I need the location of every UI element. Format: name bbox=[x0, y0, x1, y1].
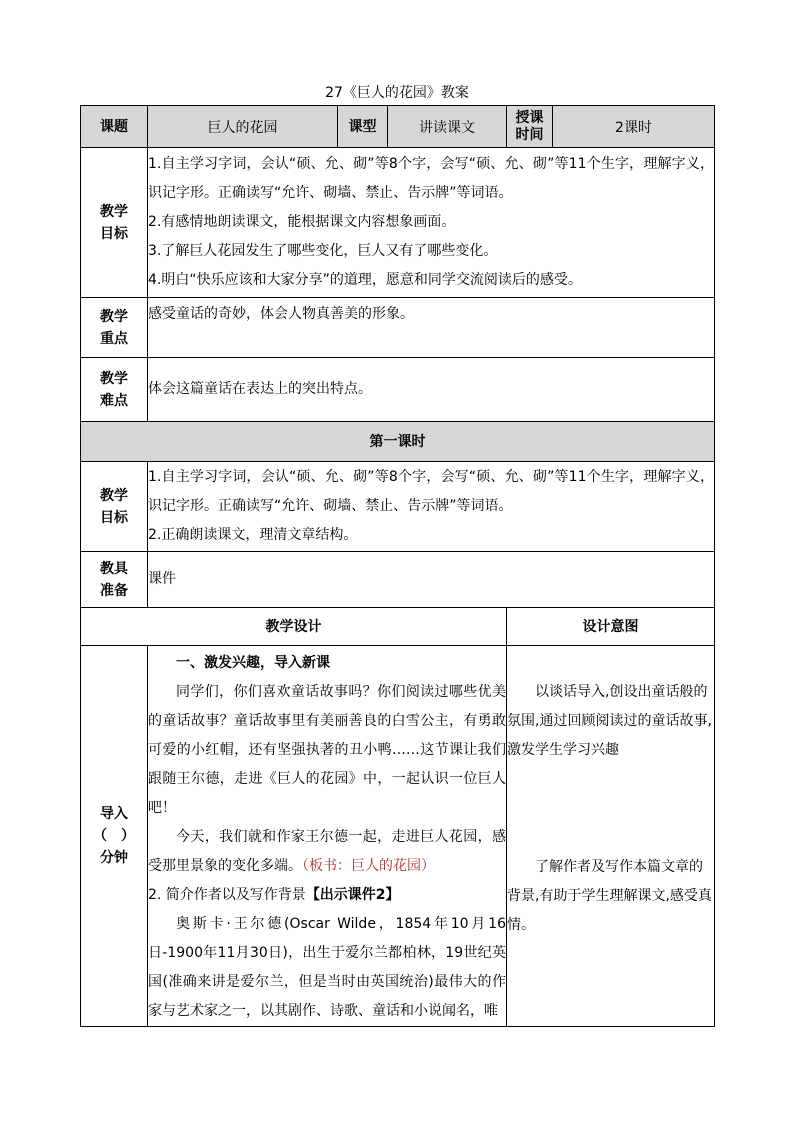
goals-label-line-2: 目标 bbox=[100, 225, 128, 242]
paragraph-2-main: 今天，我们就和作家王尔德一起，走进巨人花园，感受那里景象的变化多端。 bbox=[148, 829, 506, 874]
intent-content bbox=[507, 646, 715, 1027]
difficulties-content: 体会这篇童话在表达上的突出特点。 bbox=[148, 358, 715, 422]
goal-item: 2.正确朗读课文，理清文章结构。 bbox=[148, 527, 358, 543]
design-content bbox=[148, 646, 507, 1027]
tools-content: 课件 bbox=[148, 552, 715, 608]
first-lesson-goals-content bbox=[148, 462, 715, 552]
key-points-content: 感受童话的奇妙，体会人物真善美的形象。 bbox=[148, 298, 715, 358]
design-header-row bbox=[81, 608, 715, 646]
board-note: （板书：巨人的花园） bbox=[302, 858, 435, 874]
courseware-tag: 【出示课件2】 bbox=[305, 887, 400, 903]
section1-title: 一、激发兴趣，导入新课 bbox=[176, 655, 330, 671]
phase-label-line-2: （ ） bbox=[93, 828, 135, 844]
goals-label-line-1: 教学 bbox=[100, 203, 128, 220]
difficulties-label-line-2: 难点 bbox=[100, 392, 128, 409]
first-lesson-title: 第一课时 bbox=[81, 422, 715, 462]
design-content-row bbox=[81, 646, 715, 1027]
intent-2: 了解作者及写作本篇文章的背景,有助于学生理解课文,感受真情。 bbox=[507, 859, 712, 933]
type-value: 讲读课文 bbox=[388, 106, 507, 148]
time-label-line-2: 时间 bbox=[515, 126, 544, 143]
goal-item: 1.自主学习字词，会认“硕、允、砌”等8个字，会写“硕、允、砌”等11个生字，理解字义，识记字形。正确读写“允许、砌墙、禁止、告示牌”等词语。 bbox=[148, 469, 714, 514]
goal-item: 1.自主学习字词，会认“硕、允、砌”等8个字，会写“硕、允、砌”等11个生字，理解字义，识记字形。正确读写“允许、砌墙、禁止、告示牌”等词语。 bbox=[148, 156, 714, 201]
difficulties-label-line-1: 教学 bbox=[100, 370, 128, 387]
header-row bbox=[81, 106, 715, 148]
first-lesson-goals-row bbox=[81, 462, 715, 552]
difficulties-label bbox=[81, 358, 148, 422]
goals-label bbox=[81, 148, 148, 298]
paragraph-3: 奥斯卡·王尔德(Oscar Wilde，1854年10月16日-1900年11月30日)，出生于爱尔兰都柏林，19世纪英国(准确来讲是爱尔兰，但是当时由英国统治)最伟大的作家与艺术家之一，以其剧作、诗歌、童话和小说闻名，唯 bbox=[148, 916, 506, 1019]
design-header: 教学设计 bbox=[81, 608, 507, 646]
section2-title bbox=[148, 881, 506, 910]
time-label bbox=[507, 106, 553, 148]
paragraph-2 bbox=[148, 823, 506, 881]
phase-label-line-3: 分钟 bbox=[100, 850, 128, 866]
type-label: 课型 bbox=[338, 106, 388, 148]
phase-label bbox=[81, 646, 148, 1027]
tools-row bbox=[81, 552, 715, 608]
goals-content bbox=[148, 148, 715, 298]
time-value: 2课时 bbox=[553, 106, 715, 148]
lesson-value: 巨人的花园 bbox=[148, 106, 338, 148]
first-lesson-goals-label bbox=[81, 462, 148, 552]
lesson-label: 课题 bbox=[81, 106, 148, 148]
document-title: 27《巨人的花园》教案 bbox=[325, 85, 469, 101]
first-lesson-goals-label-line-2: 目标 bbox=[100, 509, 128, 526]
goals-row bbox=[81, 148, 715, 298]
key-points-label-line-2: 重点 bbox=[100, 330, 128, 347]
first-lesson-goals-label-line-1: 教学 bbox=[100, 487, 128, 504]
phase-label-line-1: 导入 bbox=[100, 806, 128, 822]
key-points-label-line-1: 教学 bbox=[100, 308, 128, 325]
intent-header: 设计意图 bbox=[507, 608, 715, 646]
key-points-row bbox=[81, 298, 715, 358]
intent-1: 以谈话导入,创设出童话般的氛围,通过回顾阅读过的童话故事,激发学生学习兴趣 bbox=[507, 684, 712, 758]
tools-label-line-1: 教具 bbox=[100, 560, 128, 577]
goal-item: 3.了解巨人花园发生了哪些变化，巨人又有了哪些变化。 bbox=[148, 243, 498, 259]
lesson-plan-table bbox=[80, 105, 715, 1027]
section2-title-text: 2. 简介作者以及写作背景 bbox=[148, 887, 306, 903]
goal-item: 2.有感情地朗读课文，能根据课文内容想象画面。 bbox=[148, 214, 456, 230]
tools-label-line-2: 准备 bbox=[100, 582, 128, 599]
key-points-label bbox=[81, 298, 148, 358]
time-label-line-1: 授课 bbox=[515, 109, 544, 126]
first-lesson-row bbox=[81, 422, 715, 462]
paragraph-1: 同学们，你们喜欢童话故事吗？你们阅读过哪些优美的童话故事？童话故事里有美丽善良的白雪公主，有勇敢可爱的小红帽，还有坚强执著的丑小鸭……这节课让我们跟随王尔德，走进《巨人的花园》中，一起认识一位巨人吧！ bbox=[148, 684, 506, 816]
goal-item: 4.明白“快乐应该和大家分享”的道理，愿意和同学交流阅读后的感受。 bbox=[148, 272, 582, 288]
tools-label bbox=[81, 552, 148, 608]
difficulties-row bbox=[81, 358, 715, 422]
